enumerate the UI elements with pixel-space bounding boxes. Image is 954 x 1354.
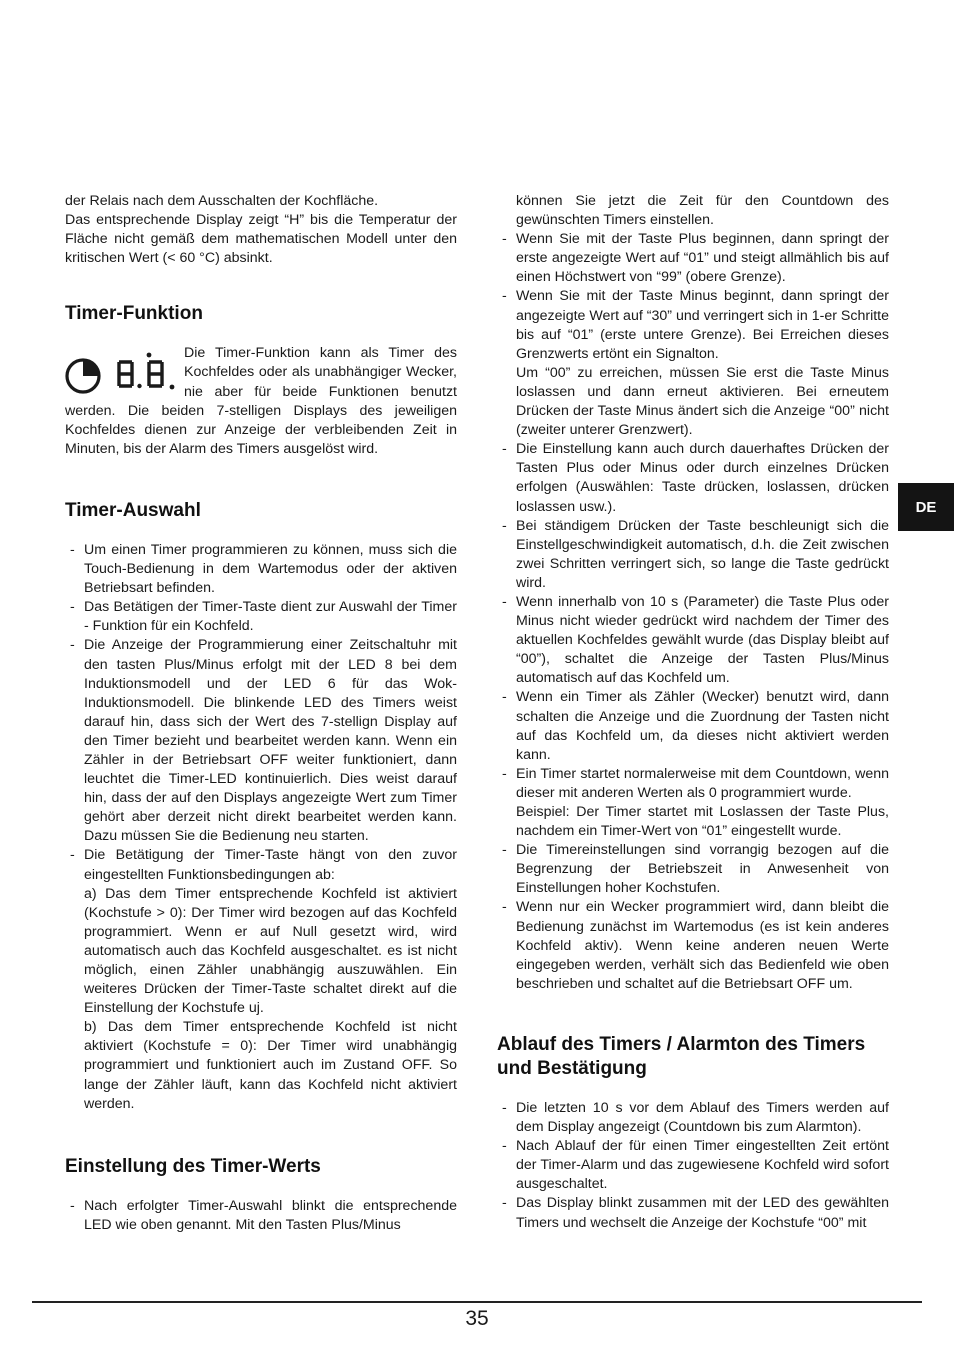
list-item-main: - Ein Timer startet normalerweise mit dem Countdown, wenn dieser mit anderen Werten als 0 programmiert wurde.: [516, 765, 889, 801]
list-item-extra: Beispiel: Der Timer startet mit Loslassen der Taste Plus, nachdem ein Timer-Wert von “01” eingestellt wurde.: [516, 804, 889, 840]
list-item: - Die Timereinstellungen sind vorrangig bezogen auf die Begrenzung der Betriebszeit in Anwesenheit von Einstellungen hoher Kochstufen.: [497, 841, 889, 898]
timer-funktion-block: [65, 344, 457, 459]
list-item: - Wenn innerhalb von 10 s (Parameter) die Taste Plus oder Minus nicht wieder gedrückt wird nachdem der Timer des aktuellen Kochfeldes gewählt wurde (das Display bleibt auf “00”), schaltet die Anzeige der Tasten Plus/Minus automatisch auf das Kochfeld um.: [497, 593, 889, 688]
intro-paragraph-2: Das entsprechende Display zeigt “H” bis die Temperatur der Fläche nicht gemäß dem mathematischen Modell unter den kritischen Wert (< 60 °C) absinkt.: [65, 212, 457, 267]
einstellung-list-continued: [497, 230, 889, 994]
list-item: - Das Betätigen der Timer-Taste dient zur Auswahl der Timer - Funktion für ein Kochfeld.: [65, 598, 457, 636]
list-item: - Bei ständigem Drücken der Taste beschleunigt sich die Einstellgeschwindigkeit automatisch, d.h. die Zeit zwischen zwei Schritten verringert sich, so lange die Taste gedrückt wird.: [497, 517, 889, 593]
list-item: - Um einen Timer programmieren zu können, muss sich die Touch-Bedienung in dem Wartemodus oder der aktiven Betriebsart befinden.: [65, 541, 457, 598]
right-column: [497, 192, 889, 1233]
einstellung-heading: Einstellung des Timer-Werts: [65, 1155, 321, 1177]
einstellung-list: [65, 1197, 457, 1235]
list-item-extra: Um “00” zu erreichen, müssen Sie erst die Taste Minus loslassen und dann erneut aktivieren. Bei erneutem Drücken der Taste Minus ändert sich die Anzeige “00” nicht (zweiter unterer Grenzwert).: [516, 364, 889, 439]
intro-paragraph-1: der Relais nach dem Ausschalten der Kochfläche.: [65, 193, 379, 209]
list-item: - Wenn nur ein Wecker programmiert wird, dann bleibt die Bedienung zunächst im Wartemodus (es ist kein anderes Kochfeld aktiv). Wenn keine anderen neuen Werte eingegeben werden, verhält sich das Bedienfeld wie oben beschrieben und schaltet auf die Betriebsart OFF um.: [497, 898, 889, 993]
continuation-text: können Sie jetzt die Zeit für den Countdown des gewünschten Timers einstellen.: [516, 193, 889, 229]
list-item: - Nach erfolgter Timer-Auswahl blinkt die entsprechende LED wie oben genannt. Mit den Tasten Plus/Minus: [65, 1197, 457, 1235]
list-item-intro: - Die Betätigung der Timer-Taste hängt von den zuvor eingestellten Funktionsbedingungen ab:: [84, 847, 457, 883]
timer-clock-display-icon: [65, 352, 177, 398]
ablauf-heading: Ablauf des Timers / Alarmton des Timers und Bestätigung: [497, 1033, 866, 1079]
list-item-case-b: b) Das dem Timer entsprechende Kochfeld ist nicht aktiviert (Kochstufe = 0): Der Timer wird unabhängig programmiert und funktioniert auch im Zustand OFF. So lange der Zähler läuft, kann das Kochfeld nicht aktiviert werden.: [84, 1019, 457, 1112]
list-item: [497, 765, 889, 841]
left-column: [65, 192, 457, 1235]
language-tab: DE: [898, 483, 954, 531]
list-item: [497, 287, 889, 440]
list-item-main: - Wenn Sie mit der Taste Minus beginnt, dann springt der angezeigte Wert auf “30” und verringert sich in 1-er Schritte bis auf “01” (erste untere Grenze). Bei Erreichen dieses Grenzwerts ertönt ein Signalton.: [516, 288, 889, 362]
list-item: - Die letzten 10 s vor dem Ablauf des Timers werden auf dem Display angezeigt (Countdown bis zum Alarmton).: [497, 1099, 889, 1137]
list-item: - Wenn Sie mit der Taste Plus beginnen, dann springt der erste angezeigte Wert auf “01” und steigt allmählich bis auf einen Höchstwert von “99” (obere Grenze).: [497, 230, 889, 287]
ablauf-list: [497, 1099, 889, 1233]
footer-rule: [32, 1301, 922, 1303]
list-item: - Die Anzeige der Programmierung einer Zeitschaltuhr mit den tasten Plus/Minus erfolgt mit der LED 8 bei dem Induktionsmodell und der LED 6 für das Wok-Induktionsmodell. Die blinkende LED des Timers weist darauf hin, dass sich der Wert des 7-stellign Display auf den Timer bezieht und bearbeitet werden kann. Wenn ein Zähler in der Betriebsart OFF weiter funktioniert, dann leuchtet die Timer-LED kontinuierlich. Dies weist darauf hin, dass der auf den Displays angezeigte Wert zum Timer gehört aber derzeit nicht direkt bearbeitet werden kann. Dazu müssen Sie die Bedienung neu starten.: [65, 636, 457, 846]
list-item: - Wenn ein Timer als Zähler (Wecker) benutzt wird, dann schalten die Anzeige und die Zuordnung der Tasten nicht auf das Kochfeld um, da dieses nicht aktiviert werden kann.: [497, 688, 889, 764]
page-number: 35: [465, 1307, 489, 1330]
list-item: [65, 846, 457, 1113]
list-item: - Nach Ablauf der für einen Timer eingestellten Zeit ertönt der Timer-Alarm und das zugewiesene Kochfeld wird sofort ausgeschaltet.: [497, 1137, 889, 1194]
timer-auswahl-list: [65, 541, 457, 1114]
timer-auswahl-heading: Timer-Auswahl: [65, 499, 201, 521]
list-item-case-a: a) Das dem Timer entsprechende Kochfeld ist aktiviert (Kochstufe > 0): Der Timer wird bezogen auf das Kochfeld programmiert. Wenn er auf Null gesetzt wird, wird automatisch auch das Kochfeld ausgeschaltet. es ist nicht möglich, einen Zähler unabhängig auszuwählen. Ein weiteres Drücken der Timer-Taste schaltet direkt auf die Einstellung der Kochstufe uj.: [84, 885, 457, 1017]
list-item: - Die Einstellung kann auch durch dauerhaftes Drücken der Tasten Plus oder Minus oder durch einzelnes Drücken erfolgen (Auswählen: Taste drücken, loslassen, drücken loslassen usw.).: [497, 440, 889, 516]
timer-funktion-heading: Timer-Funktion: [65, 303, 203, 325]
timer-funktion-text: Die Timer-Funktion kann als Timer des Kochfeldes oder als unabhängiger Wecker, nie aber für beide Funktionen benutzt werden. Die beiden 7-stelligen Displays des jeweiligen Kochfeldes dienen zur Anzeige der verbleibenden Zeit in Minuten, bis der Alarm des Timers ausgelöst wird.: [65, 345, 457, 457]
list-item: - Das Display blinkt zusammen mit der LED des gewählten Timers und wechselt die Anzeige der Kochstufe “00” mit: [497, 1194, 889, 1232]
